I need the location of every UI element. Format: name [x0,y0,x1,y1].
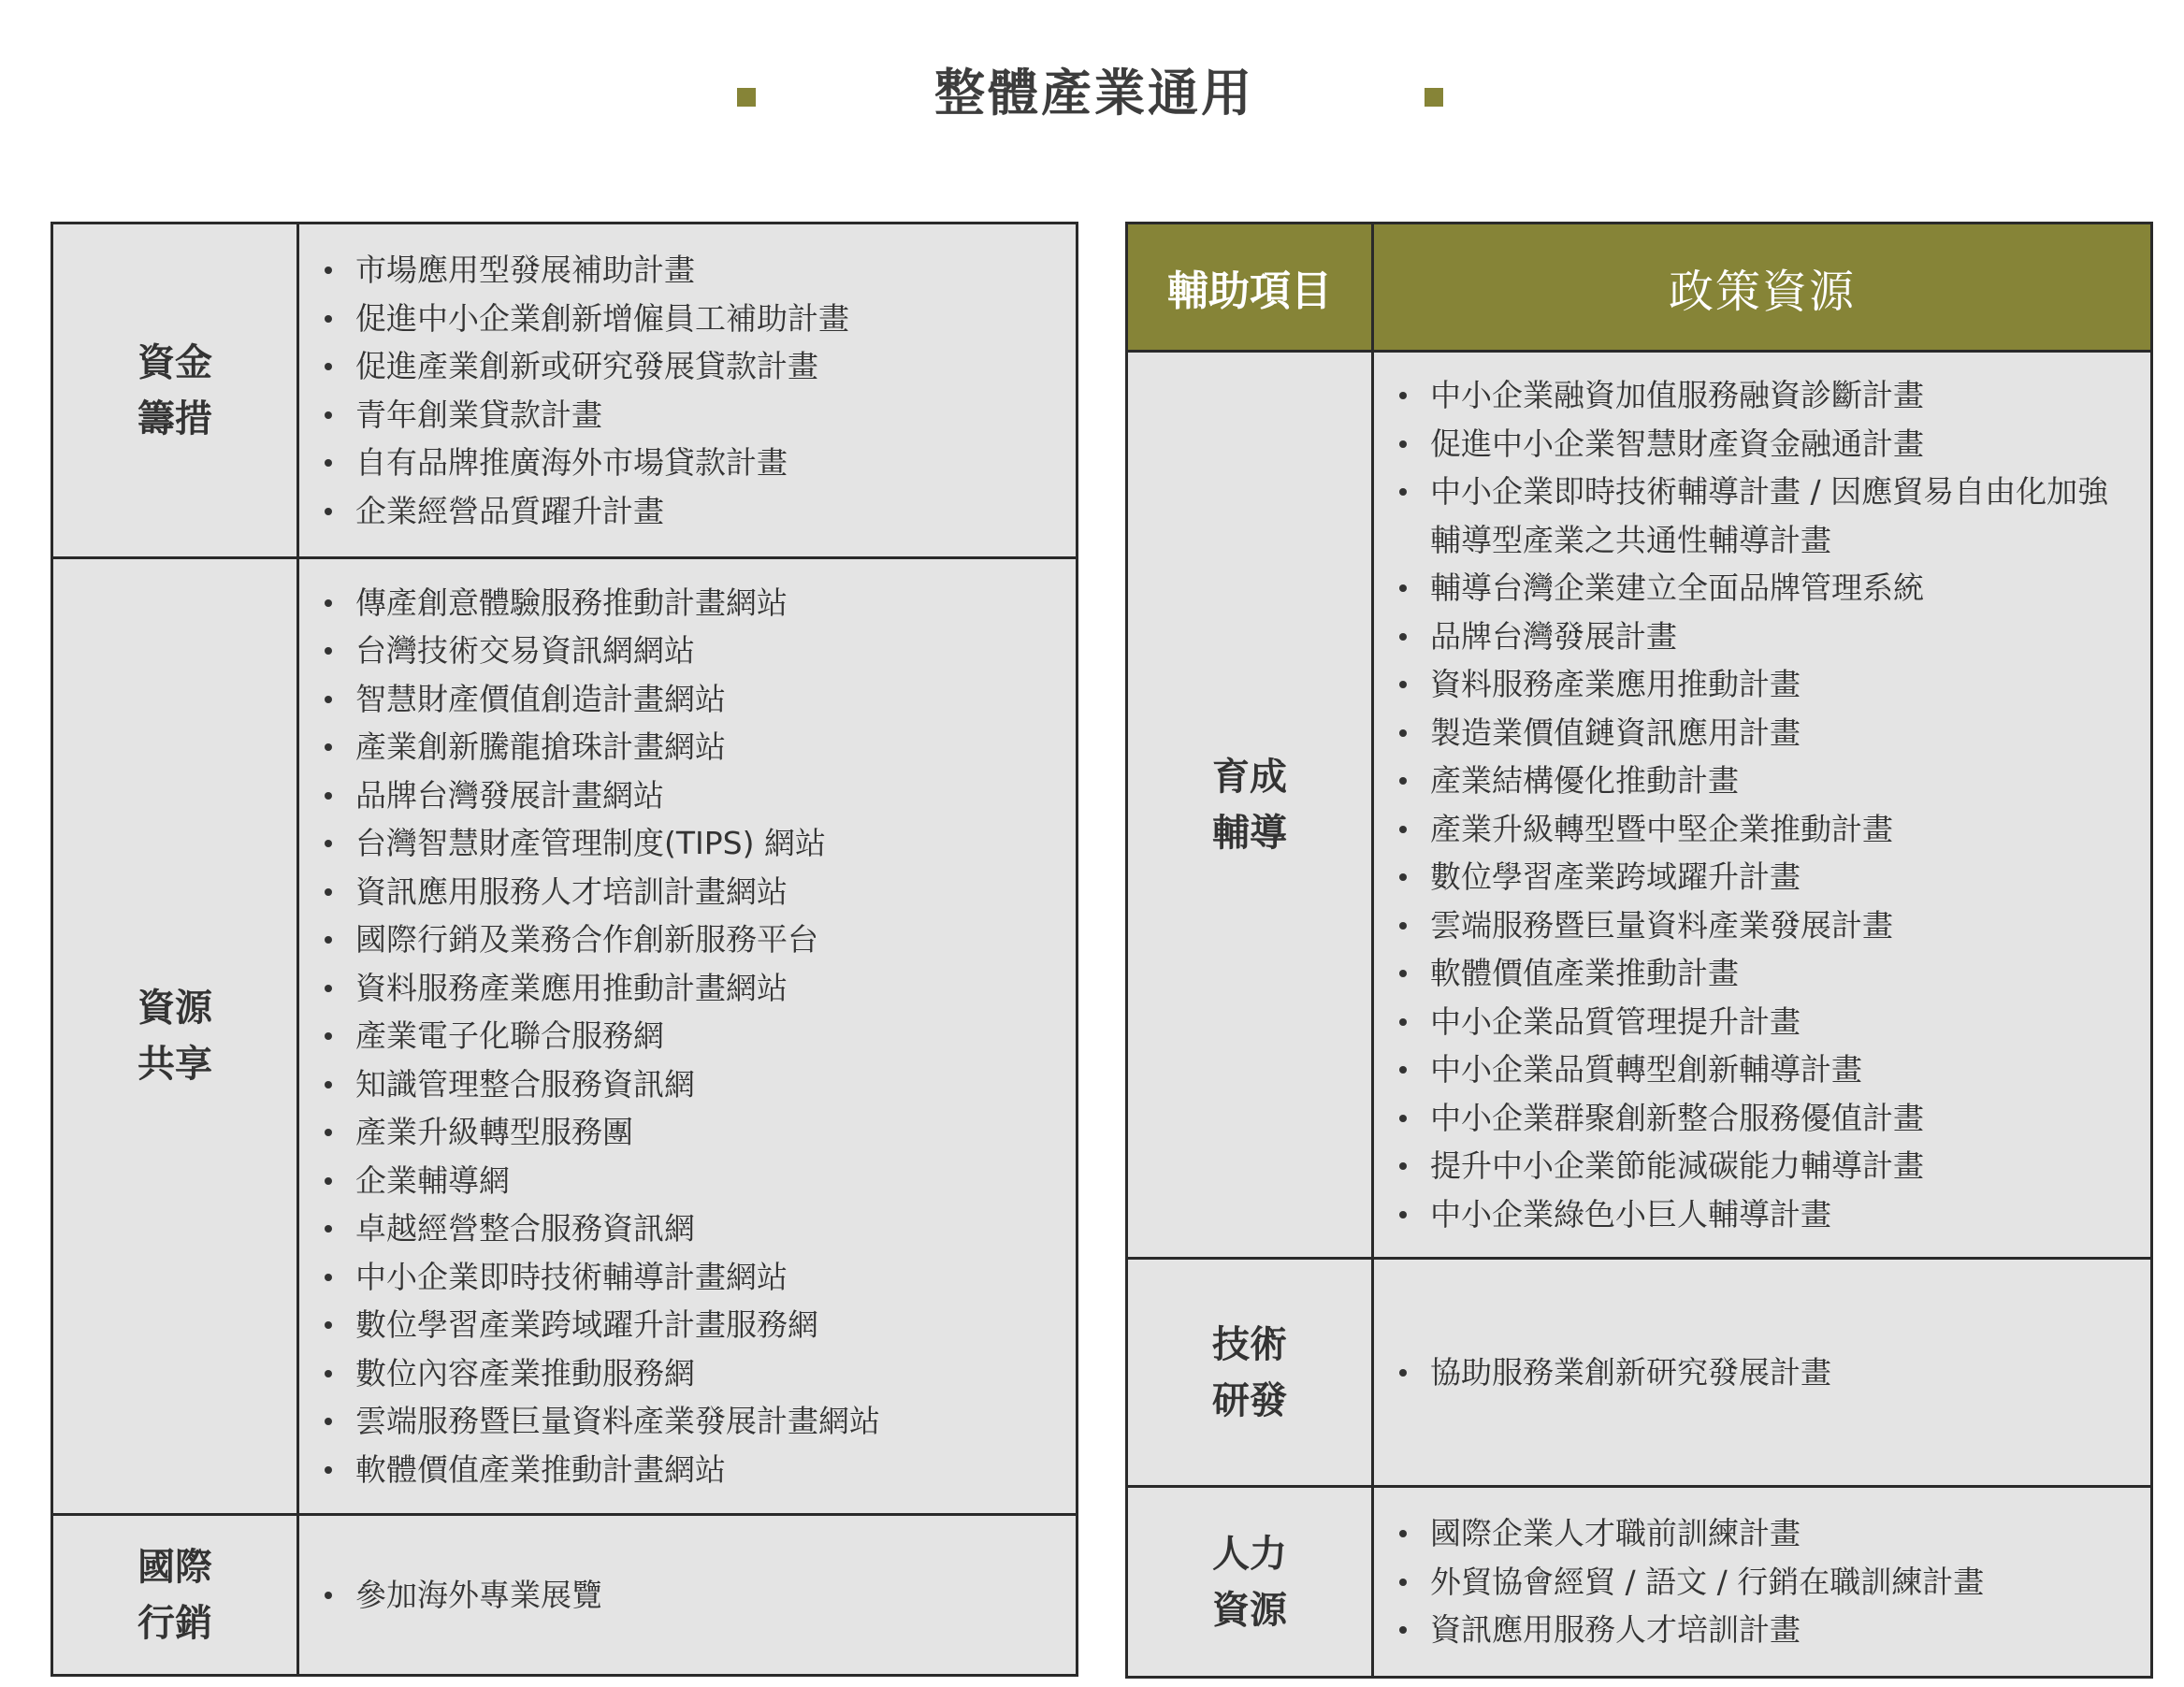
list-item-text: 中小企業群聚創新整合服務優值計畫 [1430,1099,1924,1136]
bullet-icon [1399,873,1407,881]
bullet-icon [325,1225,332,1233]
list-item-text: 數位學習產業跨域躍升計畫 [1430,858,1801,895]
category-label: 資金 [137,340,212,384]
category-label: 研發 [1212,1378,1287,1422]
list-item [1374,1509,2135,1558]
bullet-icon [1399,633,1407,641]
category-label: 共享 [137,1043,212,1086]
right-resource-table [1125,222,2153,1679]
bullet-icon [325,792,332,800]
category-label: 輔導 [1212,811,1287,855]
list-item-text: 數位學習產業跨域躍升計畫服務網 [355,1306,818,1344]
bullet-icon [325,1274,332,1281]
list-item [1374,1606,2135,1654]
category-label: 育成 [1212,755,1287,799]
list-item-text: 中小企業即時技術輔導計畫網站 [355,1258,788,1295]
bullet-icon [1399,826,1407,833]
bullet-icon [325,743,332,751]
list-item-text: 參加海外專業展覽 [355,1576,602,1613]
list-item-text: 資訊應用服務人才培訓計畫網站 [355,872,788,910]
bullet-icon [325,1032,332,1040]
list-item-text: 產業升級轉型暨中堅企業推動計畫 [1430,810,1893,847]
item-list [299,579,1061,1494]
category-cell [52,558,298,1515]
table-row [52,558,1078,1515]
category-label: 行銷 [137,1601,212,1645]
table-row [52,1515,1078,1676]
bullet-icon [325,1321,332,1329]
bullet-icon [1399,1115,1407,1122]
table-row [1127,1259,2152,1487]
list-item [1374,709,2135,757]
list-item [1374,1094,2135,1143]
column-header-resources: 政策資源 [1373,223,2152,352]
list-item-text: 國際行銷及業務合作創新服務平台 [355,921,818,959]
list-item [1374,805,2135,854]
list-item [1374,1142,2135,1190]
bullet-icon [1399,1211,1407,1218]
list-item-text: 輔導台灣企業建立全面品牌管理系統 [1430,570,1924,606]
bullet-icon [325,599,332,607]
list-item-text: 產業結構優化推動計畫 [1430,762,1739,799]
list-item-text: 產業電子化聯合服務網 [355,1017,664,1055]
list-item [299,342,1061,391]
list-item-text: 外貿協會經貿 / 語文 / 行銷在職訓練計畫 [1430,1563,1985,1600]
list-item-text: 智慧財產價值創造計畫網站 [355,680,726,717]
bullet-icon [325,1370,332,1377]
list-item [299,1446,1061,1494]
list-item [299,1108,1061,1157]
bullet-icon [1399,1530,1407,1537]
list-item-text: 台灣技術交易資訊網網站 [355,632,695,670]
list-item [1374,660,2135,709]
item-list [299,246,1061,535]
list-item [299,723,1061,771]
bullet-icon [325,363,332,370]
list-item [1374,613,2135,661]
list-item-text: 軟體價值產業推動計畫 [1430,955,1739,991]
category-cell [1127,352,1373,1259]
list-item [299,246,1061,295]
category-label: 人力 [1212,1532,1287,1576]
list-item-text: 品牌台灣發展計畫 [1430,617,1677,655]
list-item [299,1301,1061,1349]
list-item-text: 國際企業人才職前訓練計畫 [1430,1515,1801,1552]
list-item [1374,853,2135,901]
list-item-text: 台灣智慧財產管理制度(TIPS) 網站 [355,825,826,862]
left-resource-table [51,222,1078,1677]
list-item [299,1060,1061,1109]
list-item-text: 協助服務業創新研究發展計畫 [1430,1353,1831,1391]
bullet-icon [1399,1626,1407,1634]
list-item [1374,468,2135,564]
bullet-icon [325,936,332,944]
bullet-icon [325,1081,332,1089]
list-item-text: 促進中小企業智慧財產資金融通計畫 [1430,425,1924,462]
category-cell [52,1515,298,1676]
table-row [52,223,1078,558]
items-cell [1373,352,2152,1259]
category-label: 技術 [1212,1322,1287,1366]
bullet-icon [325,888,332,896]
bullet-icon [325,1418,332,1425]
list-item [299,627,1061,675]
list-item [299,1157,1061,1205]
list-item-text: 資料服務產業應用推動計畫 [1430,666,1801,702]
list-item-text: 中小企業品質管理提升計畫 [1430,1002,1801,1040]
item-list [1374,1509,2135,1654]
bullet-icon [1399,392,1407,399]
list-item [1374,1558,2135,1607]
list-item-text: 產業創新騰龍搶珠計畫網站 [355,728,726,766]
list-item [299,1253,1061,1302]
item-list [299,1571,1061,1620]
list-item-text: 知識管理整合服務資訊網 [355,1065,695,1103]
list-item-text: 軟體價值產業推動計畫網站 [355,1450,726,1488]
table-row [1127,1487,2152,1678]
list-item-text: 促進中小企業創新增僱員工補助計畫 [355,299,849,337]
list-item [299,1012,1061,1060]
items-cell [1373,1487,2152,1678]
list-item [1374,1190,2135,1239]
table-row [1127,352,2152,1259]
items-cell [1373,1259,2152,1487]
list-item-text: 自有品牌推廣海外市場貸款計畫 [355,444,788,481]
list-item [299,391,1061,440]
list-item-text: 資訊應用服務人才培訓計畫 [1430,1611,1801,1649]
bullet-icon [325,1466,332,1474]
bullet-icon [325,1177,332,1185]
list-item [1374,757,2135,805]
bullet-icon [325,840,332,847]
category-cell [1127,1259,1373,1487]
list-item-text: 傳產創意體驗服務推動計畫網站 [355,584,788,621]
bullet-icon [325,315,332,323]
page-header [0,56,2184,131]
list-item [299,295,1061,343]
bullet-icon [325,508,332,515]
list-item-text: 數位內容產業推動服務網 [355,1354,695,1391]
bullet-icon [325,1592,332,1599]
table-header-row [1127,223,2152,352]
items-cell [298,1515,1078,1676]
list-item [299,868,1061,916]
category-label: 籌措 [137,397,212,440]
list-item-text: 中小企業品質轉型創新輔導計畫 [1430,1051,1862,1088]
list-item-text: 市場應用型發展補助計畫 [355,252,695,288]
list-item-text: 中小企業即時技術輔導計畫 / 因應貿易自由化加強輔導型產業之共通性輔導計畫 [1430,473,2109,558]
list-item [1374,949,2135,998]
bullet-icon [1399,777,1407,785]
bullet-icon [1399,1369,1407,1377]
bullet-icon [1399,922,1407,930]
bullet-icon [325,411,332,419]
list-item-text: 雲端服務暨巨量資料產業發展計畫 [1430,906,1893,944]
bullet-icon [1399,970,1407,977]
bullet-icon [1399,1579,1407,1586]
list-item [299,1397,1061,1446]
category-label: 國際 [137,1545,212,1589]
list-item [299,1571,1061,1620]
items-cell [298,558,1078,1515]
bullet-icon [325,267,332,274]
bullet-icon [1399,681,1407,688]
list-item [1374,420,2135,469]
list-item-text: 企業輔導網 [355,1161,510,1199]
list-item-text: 品牌台灣發展計畫網站 [355,776,664,814]
list-item [299,487,1061,536]
list-item [299,439,1061,487]
page-title: 整體產業通用 [934,64,1254,123]
list-item-text: 青年創業貸款計畫 [355,396,602,433]
bullet-icon [325,647,332,655]
list-item-text: 雲端服務暨巨量資料產業發展計畫網站 [355,1403,880,1440]
bullet-icon [325,985,332,992]
list-item [299,916,1061,964]
list-item [299,579,1061,627]
list-item-text: 產業升級轉型服務團 [355,1114,633,1151]
items-cell [298,223,1078,558]
list-item-text: 中小企業綠色小巨人輔導計畫 [1430,1195,1831,1233]
list-item [299,771,1061,820]
list-item-text: 資料服務產業應用推動計畫網站 [355,969,788,1006]
bullet-icon [1399,488,1407,496]
bullet-icon [1399,729,1407,737]
bullet-icon [1399,584,1407,592]
list-item-text: 中小企業融資加值服務融資診斷計畫 [1430,377,1924,413]
list-item-text: 卓越經營整合服務資訊網 [355,1210,695,1247]
list-item-text: 製造業價值鏈資訊應用計畫 [1430,714,1801,751]
bullet-icon [325,1129,332,1136]
list-item-text: 促進產業創新或研究發展貸款計畫 [355,348,818,384]
list-item [299,1204,1061,1253]
list-item [1374,371,2135,420]
bullet-icon [1399,1066,1407,1074]
item-list [1374,371,2135,1238]
category-label: 資源 [1212,1588,1287,1632]
bullet-icon [325,459,332,467]
bullet-icon [1399,1018,1407,1026]
list-item [1374,901,2135,950]
square-bullet-icon [1425,88,1443,107]
list-item [299,675,1061,724]
category-cell [1127,1487,1373,1678]
list-item [299,819,1061,868]
list-item-text: 企業經營品質躍升計畫 [355,492,664,529]
category-label: 資源 [137,987,212,1030]
item-list [1374,1348,2135,1397]
column-header-assistance: 輔助項目 [1127,223,1373,352]
category-cell [52,223,298,558]
list-item [1374,998,2135,1046]
list-item [1374,1045,2135,1094]
list-item [299,964,1061,1013]
square-bullet-icon [737,88,756,107]
list-item [1374,564,2135,613]
bullet-icon [325,696,332,703]
list-item [1374,1348,2135,1397]
bullet-icon [1399,440,1407,448]
list-item-text: 提升中小企業節能減碳能力輔導計畫 [1430,1147,1924,1184]
list-item [299,1349,1061,1398]
bullet-icon [1399,1162,1407,1170]
